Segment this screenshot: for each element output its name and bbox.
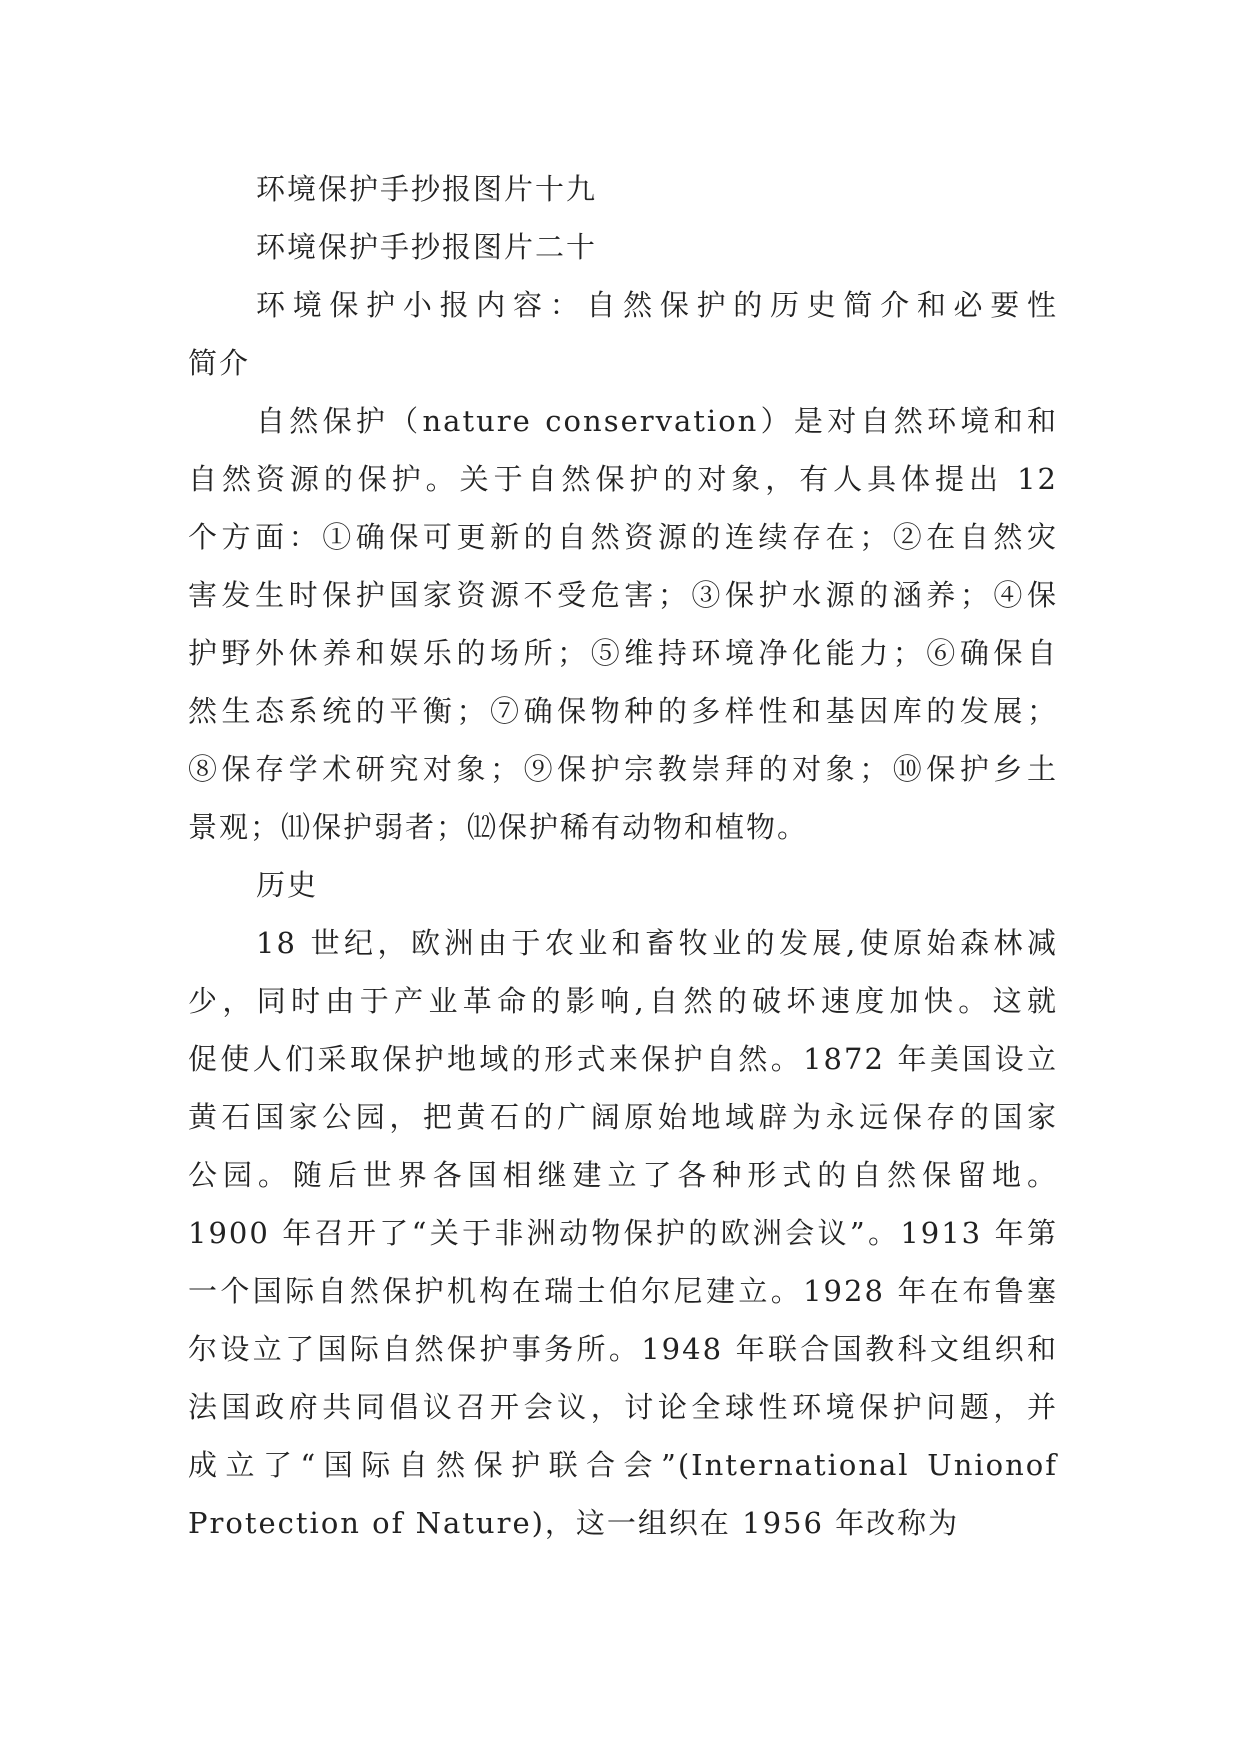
text-line: 尔设立了国际自然保护事务所。1948 年联合国教科文组织和 — [188, 1332, 1058, 1366]
text-line: 害发生时保护国家资源不受危害；③保护水源的涵养；④保 — [188, 578, 1058, 612]
text-line: 18 世纪，欧洲由于农业和畜牧业的发展,使原始森林减 — [256, 926, 1058, 960]
text-line: 公园。随后世界各国相继建立了各种形式的自然保留地。 — [188, 1158, 1058, 1192]
document-page — [188, 160, 1058, 1552]
text-line: 自然保护（nature conservation）是对自然环境和和 — [256, 404, 1058, 438]
text-line: 景观；⑾保护弱者；⑿保护稀有动物和植物。 — [188, 810, 809, 844]
text-line: 护野外休养和娱乐的场所；⑤维持环境净化能力；⑥确保自 — [188, 636, 1058, 670]
text-line: 然生态系统的平衡；⑦确保物种的多样性和基因库的发展； — [188, 694, 1058, 728]
text-line: 法国政府共同倡议召开会议，讨论全球性环境保护问题，并 — [188, 1390, 1058, 1424]
text-line: ⑧保存学术研究对象；⑨保护宗教崇拜的对象；⑩保护乡土 — [188, 752, 1058, 786]
text-line: 促使人们采取保护地域的形式来保护自然。1872 年美国设立 — [188, 1042, 1058, 1076]
text-line: 成立了“国际自然保护联合会”(International Unionof — [188, 1448, 1058, 1482]
text-line: 1900 年召开了“关于非洲动物保护的欧洲会议”。1913 年第 — [188, 1216, 1058, 1250]
section-title: 简介 — [188, 346, 251, 380]
text-line: 一个国际自然保护机构在瑞士伯尔尼建立。1928 年在布鲁塞 — [188, 1274, 1058, 1308]
text-line: 少，同时由于产业革命的影响,自然的破坏速度加快。这就 — [188, 984, 1058, 1018]
text-line: Protection of Nature)，这一组织在 1956 年改称为 — [188, 1506, 960, 1540]
section-title: 环境保护小报内容：自然保护的历史简介和必要性 — [256, 288, 1058, 322]
text-line: 环境保护手抄报图片十九 — [256, 172, 598, 206]
text-line: 个方面：①确保可更新的自然资源的连续存在；②在自然灾 — [188, 520, 1058, 554]
section-title: 历史 — [256, 868, 319, 902]
text-line: 环境保护手抄报图片二十 — [256, 230, 598, 264]
text-line: 自然资源的保护。关于自然保护的对象，有人具体提出 12 — [188, 462, 1058, 496]
text-line: 黄石国家公园，把黄石的广阔原始地域辟为永远保存的国家 — [188, 1100, 1058, 1134]
